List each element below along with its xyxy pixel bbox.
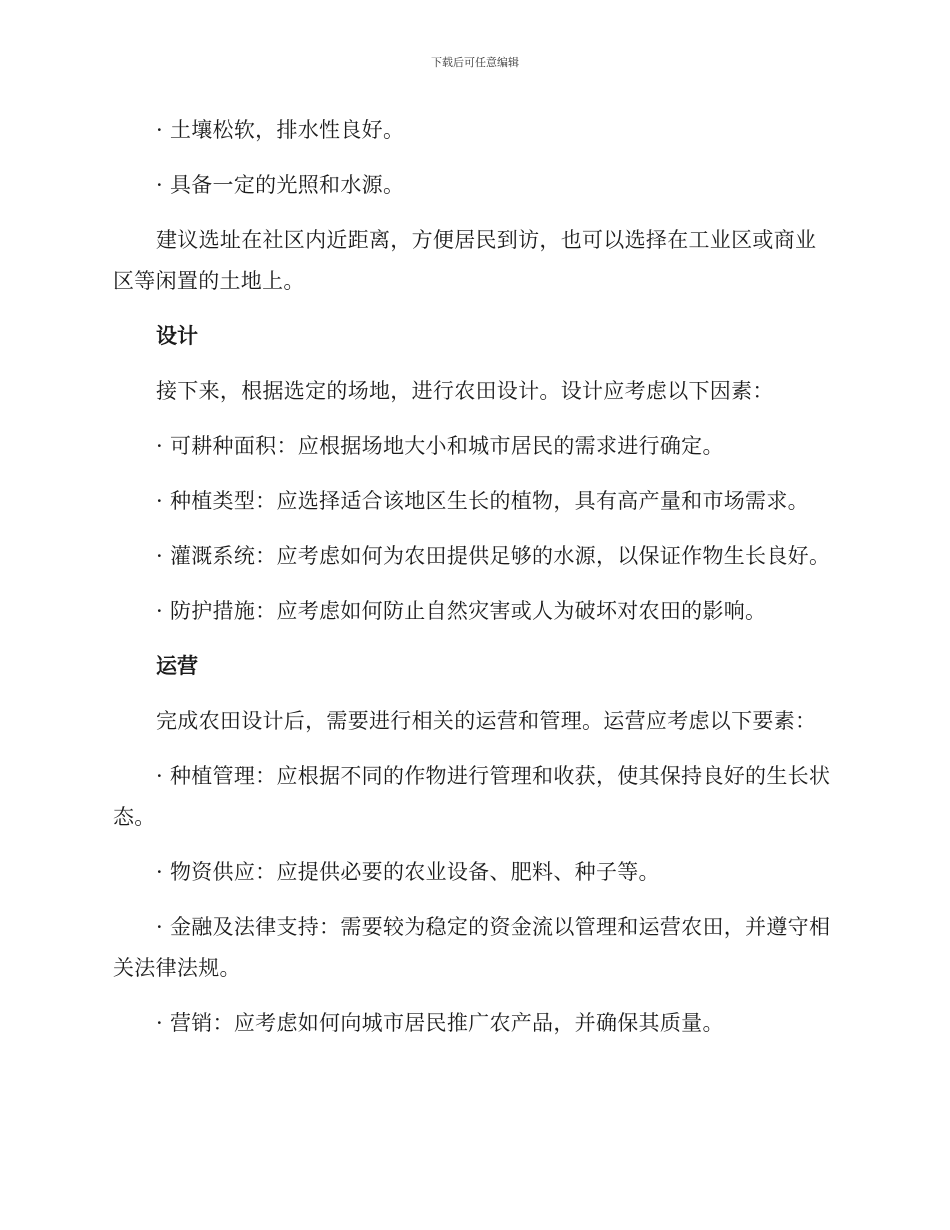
bullet-paragraph: · 种植类型：应选择适合该地区生长的植物，具有高产量和市场需求。 xyxy=(156,489,809,513)
body-paragraph: 完成农田设计后，需要进行相关的运营和管理。运营应考虑以下要素： xyxy=(156,709,817,733)
document-body xyxy=(113,110,837,1044)
bullet-paragraph: · 具备一定的光照和水源。 xyxy=(156,173,405,197)
bullet-paragraph: · 防护措施：应考虑如何防止自然灾害或人为破坏对农田的影响。 xyxy=(156,599,767,623)
body-paragraph: 接下来，根据选定的场地，进行农田设计。设计应考虑以下因素： xyxy=(156,379,774,403)
section-heading-operation: 运营 xyxy=(156,654,198,678)
bullet-paragraph: · 物资供应：应提供必要的农业设备、肥料、种子等。 xyxy=(156,860,660,884)
section-heading-design: 设计 xyxy=(156,324,198,348)
bullet-paragraph: · 可耕种面积：应根据场地大小和城市居民的需求进行确定。 xyxy=(156,434,724,458)
bullet-paragraph: · 金融及法律支持：需要较为稳定的资金流以管理和运营农田，并遵守相关法律法规。 xyxy=(113,915,831,980)
bullet-paragraph: · 灌溉系统：应考虑如何为农田提供足够的水源，以保证作物生长良好。 xyxy=(156,544,831,568)
bullet-paragraph: · 营销：应考虑如何向城市居民推广农产品，并确保其质量。 xyxy=(156,1011,724,1035)
bullet-paragraph: · 种植管理：应根据不同的作物进行管理和收获，使其保持良好的生长状态。 xyxy=(113,764,831,829)
bullet-paragraph: · 土壤松软，排水性良好。 xyxy=(156,118,405,142)
page-header: 下载后可任意编辑 xyxy=(431,56,519,69)
body-paragraph: 建议选址在社区内近距离，方便居民到访，也可以选择在工业区或商业区等闲置的土地上。 xyxy=(113,228,817,293)
